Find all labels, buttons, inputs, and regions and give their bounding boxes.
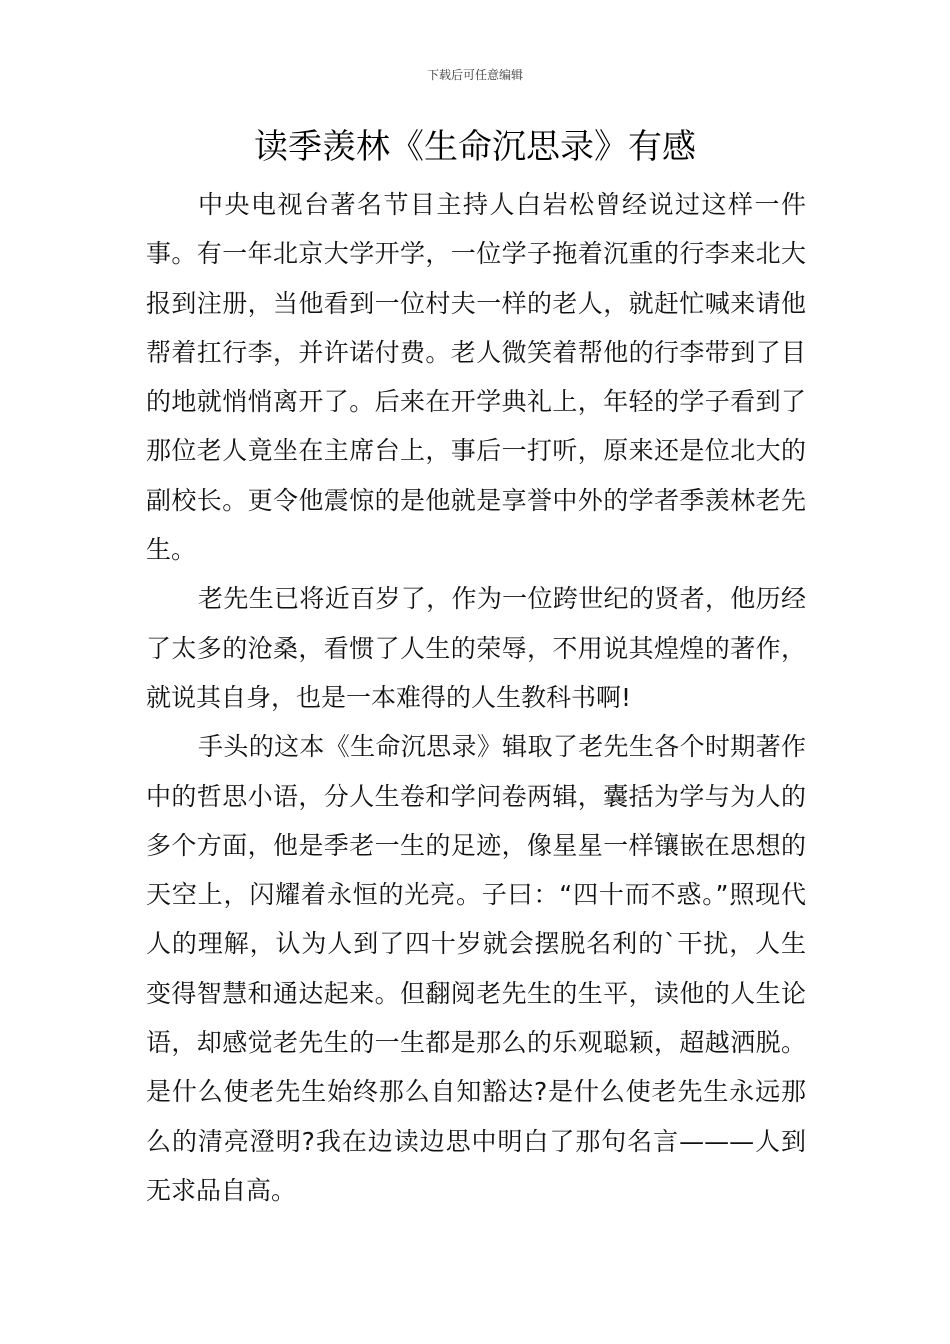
paragraph-2: 老先生已将近百岁了，作为一位跨世纪的贤者，他历经了太多的沧桑，看惯了人生的荣辱，不用说其煌煌的著作，就说其自身，也是一本难得的人生教科书啊! [146,584,806,712]
paragraph-1: 中央电视台著名节目主持人白岩松曾经说过这样一件事。有一年北京大学开学，一位学子拖着沉重的行李来北大报到注册，当他看到一位村夫一样的老人，就赶忙喊来请他帮着扛行李，并许诺付费。老人微笑着帮他的行李带到了目的地就悄悄离开了。后来在开学典礼上，年轻的学子看到了那位老人竟坐在主席台上，事后一打听，原来还是位北大的副校长。更令他震惊的是他就是享誉中外的学者季羡林老先生。 [146,190,806,565]
document-body [146,180,806,1215]
document-title: 读季羡林《生命沉思录》有感 [254,127,696,167]
paragraph-3: 手头的这本《生命沉思录》辑取了老先生各个时期著作中的哲思小语，分人生卷和学问卷两辑，囊括为学与为人的多个方面，他是季老一生的足迹，像星星一样镶嵌在思想的天空上，闪耀着永恒的光亮。子曰：“四十而不惑。”照现代人的理解，认为人到了四十岁就会摆脱名利的`干扰，人生变得智慧和通达起来。但翻阅老先生的生平，读他的人生论语，却感觉老先生的一生都是那么的乐观聪颖，超越洒脱。是什么使老先生始终那么自知豁达?是什么使老先生永远那么的清亮澄明?我在边读边思中明白了那句名言———人到无求品自高。 [146,732,806,1205]
header-note: 下载后可任意编辑 [426,68,523,82]
